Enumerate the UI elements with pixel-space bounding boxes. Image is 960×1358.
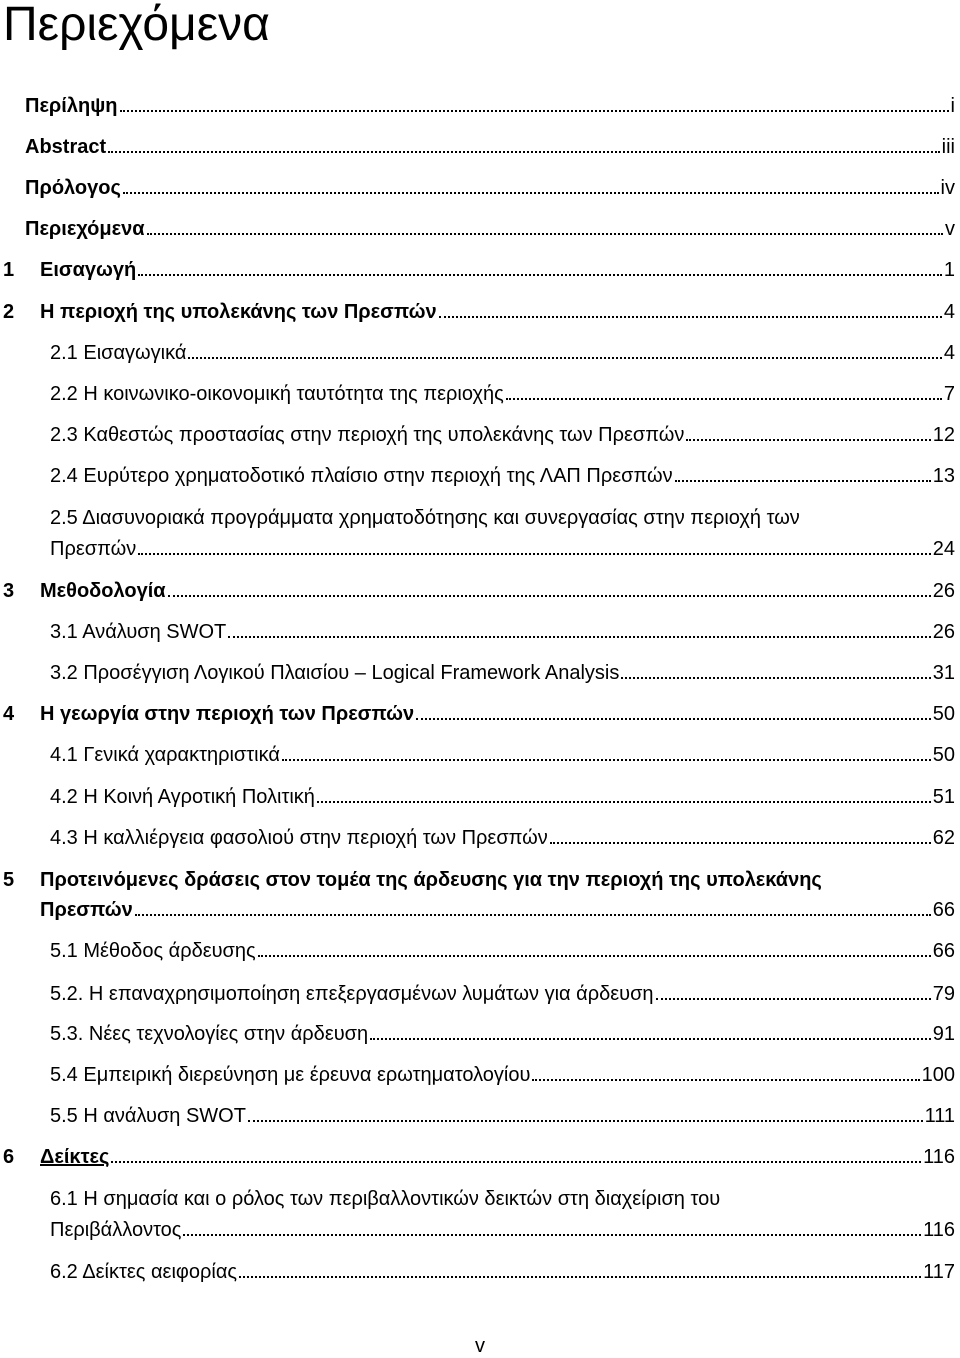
dot-leader bbox=[168, 595, 931, 597]
toc-entry-page: iv bbox=[940, 177, 955, 199]
toc-entry-chapter-6[interactable] bbox=[3, 1145, 955, 1169]
dot-leader bbox=[123, 192, 939, 194]
dot-leader bbox=[120, 110, 949, 112]
page-title: Περιεχόμενα bbox=[3, 0, 270, 51]
toc-entry-chapter-3[interactable] bbox=[3, 579, 955, 603]
dot-leader bbox=[675, 480, 931, 482]
toc-entry-section-2-1[interactable] bbox=[50, 341, 955, 365]
toc-entry-chapter-5[interactable] bbox=[40, 898, 955, 922]
toc-entry-section-3-2[interactable] bbox=[50, 661, 955, 685]
toc-entry-preface[interactable] bbox=[25, 176, 955, 200]
toc-entry-chapter-2[interactable] bbox=[3, 300, 955, 324]
toc-entry-section-5-1[interactable] bbox=[50, 939, 955, 963]
toc-entry-label: 4.3 Η καλλιέργεια φασολιού στην περιοχή των Πρεσπών bbox=[50, 827, 548, 849]
toc-entry-page: 13 bbox=[932, 465, 955, 487]
toc-entry-page: v bbox=[945, 218, 955, 240]
toc-entry-section-4-2[interactable] bbox=[50, 785, 955, 809]
toc-entry-page: 111 bbox=[924, 1105, 955, 1127]
toc-entry-section-4-3[interactable] bbox=[50, 826, 955, 850]
toc-entry-label: 5.1 Μέθοδος άρδευσης bbox=[50, 940, 256, 962]
toc-entry-number: 2 bbox=[3, 301, 15, 323]
toc-entry-section-6-2[interactable] bbox=[50, 1260, 955, 1284]
toc-entry-number: 5 bbox=[3, 869, 15, 891]
toc-entry-number: 6 bbox=[3, 1146, 15, 1168]
toc-entry-section-2-5[interactable] bbox=[50, 537, 955, 561]
toc-entry-label: 2.3 Καθεστώς προστασίας στην περιοχή της υπολεκάνης των Πρεσπών bbox=[50, 424, 685, 446]
dot-leader bbox=[656, 998, 931, 1000]
dot-leader bbox=[248, 1120, 923, 1122]
dot-leader bbox=[416, 718, 931, 720]
toc-entry-chapter-5-line1[interactable] bbox=[3, 868, 822, 892]
toc-entry-contents[interactable] bbox=[25, 217, 955, 241]
dot-leader bbox=[138, 553, 931, 555]
toc-entry-label: 2.1 Εισαγωγικά bbox=[50, 342, 187, 364]
toc-entry-label: Abstract bbox=[25, 136, 107, 158]
toc-entry-label: Η περιοχή της υπολεκάνης των Πρεσπών bbox=[40, 301, 437, 323]
toc-entry-page: 116 bbox=[923, 1219, 955, 1241]
toc-entry-page: 50 bbox=[932, 703, 955, 725]
dot-leader bbox=[183, 1234, 921, 1236]
dot-leader bbox=[506, 398, 942, 400]
toc-entry-page: 51 bbox=[932, 786, 955, 808]
toc-entry-label: Πρόλογος bbox=[25, 177, 121, 199]
toc-entry-label: Περίληψη bbox=[25, 95, 118, 117]
dot-leader bbox=[550, 842, 931, 844]
toc-entry-page: 117 bbox=[923, 1261, 955, 1283]
toc-entry-page: 31 bbox=[932, 662, 955, 684]
toc-entry-label: 5.4 Εμπειρική διερεύνηση με έρευνα ερωτηματολογίου bbox=[50, 1064, 531, 1086]
toc-entry-label: 2.4 Ευρύτερο χρηματοδοτικό πλαίσιο στην περιοχή της ΛΑΠ Πρεσπών bbox=[50, 465, 673, 487]
dot-leader bbox=[147, 233, 943, 235]
toc-entry-section-2-3[interactable] bbox=[50, 423, 955, 447]
toc-entry-label: Μεθοδολογία bbox=[40, 580, 166, 602]
toc-entry-number: 3 bbox=[3, 580, 15, 602]
dot-leader bbox=[532, 1079, 919, 1081]
toc-entry-section-2-2[interactable] bbox=[50, 382, 955, 406]
toc-entry-page: 116 bbox=[923, 1146, 955, 1168]
dot-leader bbox=[135, 914, 931, 916]
toc-entry-label: 5.2. Η επαναχρησιμοποίηση επεξεργασμένων λυμάτων για άρδευση bbox=[50, 983, 654, 1005]
toc-entry-page: iii bbox=[941, 136, 955, 158]
toc-entry-label: 5.5 Η ανάλυση SWOT bbox=[50, 1105, 246, 1127]
toc-entry-section-4-1[interactable] bbox=[50, 743, 955, 767]
toc-entry-page: 4 bbox=[943, 342, 955, 364]
toc-entry-section-5-3[interactable] bbox=[50, 1022, 955, 1046]
toc-entry-label: 4.2 Η Κοινή Αγροτική Πολιτική bbox=[50, 786, 315, 808]
toc-entry-label: 3.1 Ανάλυση SWOT bbox=[50, 621, 227, 643]
toc-entry-page: 79 bbox=[932, 983, 955, 1005]
toc-entry-page: 62 bbox=[932, 827, 955, 849]
dot-leader bbox=[258, 955, 931, 957]
toc-entry-page: 7 bbox=[943, 383, 955, 405]
toc-entry-abstract[interactable] bbox=[25, 135, 955, 159]
toc-entry-section-2-4[interactable] bbox=[50, 464, 955, 488]
dot-leader bbox=[317, 801, 931, 803]
toc-entry-page: i bbox=[950, 95, 955, 117]
toc-entry-label: 3.2 Προσέγγιση Λογικού Πλαισίου – Logical Framework Analysis bbox=[50, 662, 620, 684]
toc-entry-label: 2.2 Η κοινωνικο-οικονομική ταυτότητα της περιοχής bbox=[50, 383, 504, 405]
toc-entry-label: Περιεχόμενα bbox=[25, 218, 145, 240]
toc-entry-section-6-1-line1[interactable]: 6.1 Η σημασία και ο ρόλος των περιβαλλοντικών δεικτών στη διαχείριση του bbox=[50, 1188, 721, 1210]
dot-leader bbox=[138, 274, 942, 276]
dot-leader bbox=[439, 316, 942, 318]
toc-entry-page: 1 bbox=[943, 259, 955, 281]
dot-leader bbox=[228, 636, 930, 638]
toc-entry-label: Πρεσπών bbox=[40, 899, 133, 921]
toc-entry-number: 1 bbox=[3, 259, 15, 281]
toc-entry-label: 4.1 Γενικά χαρακτηριστικά bbox=[50, 744, 280, 766]
toc-entry-summary[interactable] bbox=[25, 94, 955, 118]
toc-entry-section-2-5-line1[interactable]: 2.5 Διασυνοριακά προγράμματα χρηματοδότησης και συνεργασίας στην περιοχή των bbox=[50, 507, 800, 529]
dot-leader bbox=[239, 1276, 921, 1278]
toc-entry-chapter-4[interactable] bbox=[3, 702, 955, 726]
page-number-footer: v bbox=[475, 1335, 485, 1357]
toc-entry-label: 6.2 Δείκτες αειφορίας bbox=[50, 1261, 238, 1283]
toc-entry-page: 12 bbox=[932, 424, 955, 446]
dot-leader bbox=[282, 759, 931, 761]
dot-leader bbox=[621, 677, 930, 679]
toc-entry-number: 4 bbox=[3, 703, 15, 725]
toc-entry-page: 50 bbox=[932, 744, 955, 766]
toc-entry-section-5-2[interactable] bbox=[50, 982, 955, 1006]
dot-leader bbox=[188, 357, 941, 359]
toc-entry-label: Εισαγωγή bbox=[40, 259, 137, 281]
toc-entry-label: Δείκτες bbox=[40, 1146, 110, 1168]
toc-entry-label: Η γεωργία στην περιοχή των Πρεσπών bbox=[40, 703, 415, 725]
toc-entry-label-line1: Προτεινόμενες δράσεις στον τομέα της άρδευσης για την περιοχή της υπολεκάνης bbox=[40, 869, 822, 891]
toc-entry-section-5-5[interactable] bbox=[50, 1104, 955, 1128]
toc-entry-section-6-1[interactable] bbox=[50, 1218, 955, 1242]
dot-leader bbox=[686, 439, 930, 441]
toc-entry-label: Πρεσπών bbox=[50, 538, 137, 560]
toc-entry-label: Περιβάλλοντος bbox=[50, 1219, 182, 1241]
toc-entry-page: 24 bbox=[932, 538, 955, 560]
toc-entry-section-3-1[interactable] bbox=[50, 620, 955, 644]
toc-entry-section-5-4[interactable] bbox=[50, 1063, 955, 1087]
toc-entry-chapter-1[interactable] bbox=[3, 258, 955, 282]
toc-entry-page: 26 bbox=[932, 621, 955, 643]
toc-entry-page: 100 bbox=[921, 1064, 955, 1086]
toc-entry-label: 5.3. Νέες τεχνολογίες στην άρδευση bbox=[50, 1023, 369, 1045]
toc-entry-page: 4 bbox=[943, 301, 955, 323]
toc-entry-page: 26 bbox=[932, 580, 955, 602]
dot-leader bbox=[370, 1038, 931, 1040]
toc-entry-page: 66 bbox=[932, 899, 955, 921]
dot-leader bbox=[108, 151, 940, 153]
toc-entry-page: 91 bbox=[932, 1023, 955, 1045]
toc-entry-page: 66 bbox=[932, 940, 955, 962]
dot-leader bbox=[111, 1161, 921, 1163]
